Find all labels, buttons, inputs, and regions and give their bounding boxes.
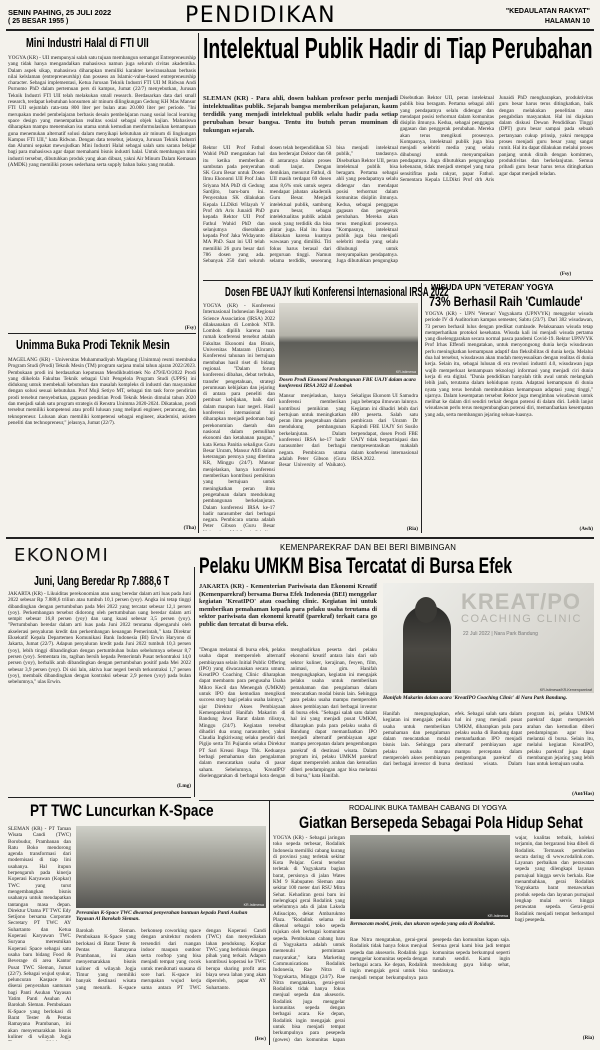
photo-brand-text: KREAT/PO: [461, 589, 582, 614]
photo-credit: KR-Istimewa/KR-Kemenparekraf: [539, 688, 592, 692]
photo-kspace: [76, 826, 266, 908]
photo-credit: KR-Istimewa: [243, 903, 264, 907]
article-rodalink: [273, 803, 594, 1045]
photo-caption: Bermacam model, jenis, dan ukuran sepeda yang ada di Rodalink.: [350, 921, 496, 927]
byline-code: (Fsy): [560, 271, 572, 277]
article-body-right: wajar, kualitas terbaik, koleksi terjamin, dan bergaransi bisa dibeli di Rodalink. Termasuk pembelian secara daring di www.rodalink.com. Layanan perbaikan dan perawatan sepeda yang dilengkapi layanan purnajual hingga servis berkala. Rae menambahkan, gerai Rodalink Yogyakarta barat menawarkan produk sepeda dan layanan purnajual lengkap mulai servis hingga perawatan sepeda. Gerai-gerai Rodalink menjadi tempat berkumpul bagi pesepeda.: [515, 835, 594, 923]
photo-caption: Peresmian K-Space TWC diwarnai penyerahan bantuan kepada Panti Asuhan Yayasan Al Barokah Sleman.: [76, 910, 248, 923]
col-divider-v: [198, 33, 199, 533]
photo-caption: Hanifah Makarim dalam acara 'KreatIPO Coaching Clinic' di Nara Park Bandung.: [383, 695, 568, 701]
article-body: JAKARTA (KR) - Likuiditas perekonomian atau uang beredar dalam arti luas pada Juni 2022 sebesar Rp 7.888,6 triliun atau tumbuh 10,1 persen (yoy). Angka ini tetap tinggi dibandingkan dengan pertumbuhan pada Mei 2022 yang tercatat sebesar 12,1 persen (yoy). Perkembangan tersebut didorong oleh pertumbuhan uang beredar dalam arti sempit sebesar 16,8 persen (yoy) dan uang kuasi sebesar 3,5 persen (yoy). "Pertumbuhan beredar dalam arti luas pada Juni 2022 terutama dipengaruhi oleh akselerasi penyaluran kredit dan perkembangan keuangan Pemerintah," kata Direktur Eksekutif Kepala Departemen Komunikasi Bank Indonesia (BI) Erwin Haryono di Jakarta, Jumat (22/7). Adapun penyaluran kredit pada Juni 2022 tumbuh 10,3 persen (yoy), lebih tinggi dibandingkan dengan pertumbuhan bulan sebelumnya sebesar 8,7 persen (yoy). Sementara itu, tagihan bersih kepada Pemerintah Pusat terkontraksi 14,0 persen (yoy), berbalik arah dibandingkan dengan pertumbuhan positif pada Mei 2022 sebesar 3,9 persen (yoy). Di sisi lain, aktiva luar negeri bersih terkontraksi 1,7 persen (yoy), membaik dibandingkan dengan kontraksi sebesar 2,9 persen (yoy) pada bulan sebelumnya," ulas Erwin.: [8, 591, 191, 686]
masthead-hijri: ( 25 BESAR 1955 ): [8, 18, 69, 25]
article-body-continued: Rae Nitra mengatakan, gerai-gerai Rodalink tidak hanya fokus menjual sepeda dan aksesoris. Rodalink juga menggelar komunitas sepeda dengan berbagai acara. Ke depan, Rodalink ingin mengajak gerai untuk bisa menjadi tempat berkumpulnya para pesepeda dan komunitas kapan saja. Semua gerai kami bisa jadi tempat komunitas sepeda berkumpul seperti rumah sendiri. Kami ingin mendukung gaya hidup sehat, tandasnya.: [350, 937, 510, 981]
section-rule: [6, 537, 594, 539]
headline: Giatkan Bersepeda Sebagai Pola Hidup Sehat: [299, 813, 583, 832]
article-twc-kspace: [8, 800, 266, 1045]
byline-code: (Tha): [183, 525, 196, 531]
byline-code: (Ant/Has): [572, 791, 594, 797]
headline: Juni, Uang Beredar Rp 7.888,6 T: [34, 573, 170, 588]
section-ekonomi: EKONOMI: [14, 545, 110, 566]
photo-person-head: [415, 597, 437, 623]
col-divider: [8, 333, 196, 334]
article-uang-beredar: [8, 573, 191, 793]
article-lead: JAKARTA (KR) - Kementerian Pariwisata dan Ekonomi Kreatif (Kemenparekraf) bersama Bursa Efek Indonesia (BEI) menggelar kegiatan 'KreatIPO' atau coaching clinic. Kegiatan ini untuk memberikan pemahaman kepada para pelaku usaha terutama di sektor pariwisata dan ekonomi kreatif (parekraf) terkait cara go public dan tercatat di bursa efek.: [199, 583, 377, 628]
article-body: YOGYA (KR) - Konferensi Internasional Indonesian Regional Science Association (IRSA) 2022 dilaksanakan di Lombok NTB. Lombok dipilih karena tuan rumah konferensi tersebut adalah Fakultas Ekonomi dan Bisnis, Universitas Mataram (Unram). Konferensi tahunan ini bertujuan membahas hasil riset di bidang regional. "Dalam forum konferensi dibahas, debat terbuka, transfer pengetahuan, strategi perumusan kebijakan dan jejaring di antara para peneliti dan pembuat kebijakan, baik dari dalam maupun luar negeri. Hasil konferensi internasional ini diharapkan menjadi pedoman bagi perekonomian daerah dan nasional dalam pemulihan ekonomi dan ketahanan pangan," kata Ketua Panitia sekaligus Guru Besar Unram, Mansur Afifi dalam keterangan persnya yang diterima KR, Minggu (24/7). Mansur menjelaskan, hanya konferensi memberikan kontribusi pemikiran yang bertujuan untuk meningkatkan peran ilmu pengetahuan dalam mendukung pembangunan berkelanjutan. Dalam konferensi IRSA ke-17 hadir narasumber dari berbagai negara. Pembicara utama adalah Peter Gibson (Guru Besar: [203, 303, 275, 530]
masthead-date: SENIN PAHING, 25 JULI 2022: [8, 8, 112, 17]
article-body-continued: Barokah Sleman. Pembukaan K-Space yang berlokasi di Barat Tester & Pentas Ramayana Prambanan, ini akan menyemarakkan bisnis kuliner di wilayah Jogja Timur yang memiliki banyak destinasi wisata yang menarik. K-space berkonsep coworking space dengan arsitektur modern tersendiri dari ruangan indoor maupun outdoor serta rooftop yang bisa menjadi tempat yang cocok untuk menikmati suasana di sore hari. K-space ini merupakan wujud kerja sama antara PT TWC dengan Koperasi Candi (TWC) dan menyediakan lahan pendukung. Kopkar TWC yang berbisnis dengan pihak yang terkait. Adapun kontribusi koperasi ke TWC berupa sharing profit atas biaya sewa lahan yang akan diperoleh, papar AY Suhartanto.: [76, 928, 266, 991]
byline-code: (Ria): [406, 526, 418, 532]
article-body-continued: Hanifah mengungkapkan, kegiatan ini mengajak pelaku usaha untuk memberikan pemahaman dan pengalaman dalam mencatatkan modal bisnis lain. Sehingga para pelaku usaha mampu memperoleh akses pembiayaan dari berbagai investor di bursa efek. Sebagai salah satu dalam hal ini yang menjadi pusat UMKM, diharapkan pula para pelaku usaha di Bandung dapat memanfaatkan IPO menjadi alternatif pembiayaan agar mampu percepatan dalam pengembangan parekraf di destinasi wisata. Dalam program ini, pelaku UMKM parekraf dapat memperoleh arahan dan kemudian diberi pendampingan agar bisa melantai di bursa. Selain itu, melalui kegiatan KreatIPO, pelaku parekraf juga dapat membangun jejaring yang lebih luas untuk kemajuan usaha.: [383, 711, 594, 768]
article-body: MAGELANG (KR) - Universitas Muhammadiyah Magelang (Unimma) resmi membuka Program Studi (Prodi) Teknik Mesin (TM) program sarjana mulai tahun ajaran 2022/2023. Pembukaan prodi ini berdasarkan keputusan Mendikbudristek No 479/E/O/2022 Prodi yang diikelola Fakultas Teknik sebagai Unit Pengelola Program Studi (UPPS) ini didukung untuk membekali kebutuhan dan masalah kompleks di industri dan masyarakat dengan solusi sesuai kebutuhan. Prof Muji Setiyo MT, sebagai tim task force pendirian prodi tersebut menyebutkan, gagasan pendirian Prodi Teknik Mesin dimulai tahun 2020 dan menjadi salah satu program strategis di Renstra Unimma 2020-2024. Dikatakan, prodi tersebut memiliki kompetensi atau profil lulusan yang meliputi engineer, perancang, dan teknopreneur. Lulusan akan memiliki kompetensi sebagai engineer, akademisi, asisten peneliti dan technopreneur," jelasnya, Jumat (22/7).: [8, 357, 196, 426]
article-body: YOGYA (KR) - Sebagai jaringan toko sepeda terbesar, Rodalink Indonesia memiliki cabang kurang di provinsi yang terletak sekitar Kota Pelajar. Gerai tersebut terletak di Yogyakarta bagian barat, persisnya di jalan Wates KM 9 Kabupaten Sleman atau sekitar 100 meter dari RSU Mitra Sehat. Kehadiran gerai baru ini melengkapi gerai Rodalink yang sebelumnya ada di jalan Laksda Adisucipto, dekat Ambarukmo Plaza. "Rodalink selama ini dikenal sebagai toko sepeda rujukan oleh berbagai komunitas sepeda. Pembukaan cabang baru di Yogyakarta adalah untuk memenuhi permintaan masyarakat," kata Marketing Communications Rodalink Indonesia, Rae Nitra di Yogyakarta, Minggu (24/7). Rae Nitra mengatakan, gerai-gerai Rodalink tidak hanya fokus menjual sepeda dan aksesoris. Rodalink juga menggelar komunitas sepeda dengan berbagai acara. Ke depan, Rodalink ingin mengajak gerai untuk bisa menjadi tempat berkumpulnya para pesepeda (gowes) dan komunitas kapan: [273, 835, 345, 1043]
article-body-continued: Mansur menjelaskan, hanya konferensi memberikan kontribusi pemikiran yang bertujuan untuk meningkatkan peran ilmu pengetahuan dalam mendukung pembangunan berkelanjutan. Dalam konferensi IRSA ke-17 hadir narasumber dari berbagai negara. Pembicara utama adalah Peter Gibson (Guru Besar University of Waikato). Sekaligus Ekonom UI Samudra juga beberapa ilmuwan lainnya. Kegiatan ini dihadiri lebih dari 400 peserta. Salah satu pembicara dari Unram Dr Kapindi FBE UAJY Sri Susilo berpendapat, dosen Prodi FBE UAJY tidak berpartisipasi dan mempresentasikan makalah dalam konferensi internasional IRSA 2022.: [279, 393, 418, 469]
divider: [8, 797, 191, 798]
headline: 73% Berhasil Raih 'Cumlaude': [429, 293, 583, 309]
headline: Pelaku UMKM Bisa Tercatat di Bursa Efek: [199, 553, 513, 578]
byline-code: (Ria): [582, 1035, 594, 1041]
headline: PT TWC Luncurkan K-Space: [30, 801, 214, 820]
masthead-rule: [6, 29, 594, 31]
article-body: YOGYA (KR) - UPN 'Veteran' Yogyakarta (UPNVYK) menggelar wisuda periode IV di Auditorium kampus semester, Sabtu (23/7). Dari 382 wisudawan, 73 persen berhasil lulus dengan predikat cumlaude. Pelaksanaan wisuda tetap memperhatikan protokol kesehatan. Wisuda kali ini menjadi wisuda pertama yang diselenggarakan secara normal pasca pandemi Covid-19. Rektor UPNVYK Prof Irhas Effendi mengatakan, untuk menyongsong dunia kerja wisudawan perlu meningkatkan kemampuan adaptif dan fleksibilitas di dunia kerja. Melalui dua hal tersebut, wisudawan akan mudah menyesuaikan dengan realitas di dunia kerja. Selain itu, sebagai lulusan di era revolusi industri 4.0, wisudawan juga wajib memperkuat kemampuan teknologi informasi yang menjadi ciri dunia kerja di era digital. "Dunia pendidikan hanyalah titik awal untuk melangkah lebih jauh, terutama dalam kehidupan nyata. Adaptasi kemampuan di dunia nyata yang terus berubah membutuhkan kemampuan adaptasi yang tinggi," ujarnya. Dalam kesempatan tersebut Rektor juga mengimbau wisudawan untuk melihat ke dalam diri sendiri terkait dengan potensi di dalam diri. Lebih lanjut wisudawan perlu terus mengembangkan potensi diri, memanfaatkan kesempatan yang ada, serta membangun jejaring seluas-luasnya.: [425, 311, 593, 418]
photo-irsa-conference: [279, 303, 418, 375]
article-body-continued: Disebutkan Rektor UII, peran intelektual publik bisa beragam. Pertama sebagai ahli yang pendapatnya selalu didengar dan mendapat posisi terhormat dalam komunitas disiplin ilmunya. Kedua, sebagai penggagas gagasan dan penggerak perubahan. Mereka akan terus mengikuti prosesnya. Kompasnya, intelektual publik juga bisa menjadi selebriti media yang selalu dihubungi untuk menyampaikan pendapatnya. Juga dibutuhkan pengungkap kebenaran, tidak menjadi stempel yang tuna sensitifitas pada rakyat, papar Fathul. Sementara Kepala LLDikti Prof drh Aris Junaidi PhD mengharapkan, produktivitas guru besar harus terus ditingkatkan, baik dengan melakukan penelitian atau pengabdian masyarakat. Hal ini diajukan dalam diskusi Dewan Pendidikan Tinggi (DPT) guru besar sampai pada sebuah pertanyaan cukup prinsip, yakni mengapa proses menjadi guru besar yang sangat rumit. Hal itu dapat dilakukan melalui proses panjang untuk diraih dengan komitmen, produktivitas dan berkelanjutan. Semua pribadi guru besar harus terus ditingkatkan agar dapat menjadi teladan.: [400, 95, 593, 183]
article-fti-uii: [8, 33, 196, 333]
article-dosen-fbe: [203, 283, 449, 535]
article-body: YOGYA (KR) - UII mempunyai salah satu tujuan membangun semangat Entrepreneurship yang tidak hanya mengandalkan mahasiswa namun juga seluruh civitas akademika. Dalam aspek sikap, mahasiswa diharapkan memiliki karakter kewirausahaan berbasis nilai kelslaman (entrepreneurship) dan possess an Islamic-value-based entrepreneurship character. Sebagai implementasi, Ketua Jurusan Teknik Industri FTI UII M Ridwan Andi Purnomo PhD dalam pertemuan pers di kampus, Jumat (22/7) menyebutkan, Jurusan Teknik Industri FTI UII telah melakukan small research. Berdasarkan data dari small research, terdapat kebutuhan konsumen air minum dilingkungan Gedung KH Mas Mansur FTI UII sejumlah rata-rata 800 liter per bulan atau 20.000 liter per periode. "Ini merupakan model pembelajaran berbasis desain pembelajaran ruang sosial local learning space design yang menempatkan realitas sosial sebagai objek kajian. Mahasiswa diharapkan mampu menemukan isu utama untuk kemudian menformulasikan kemampuan guna menemukan alternatif solusi dalam menyikapi kebutuhan air minum di lingkungan Kampus FTI UII," kata Ridwan. Dengan data tersebut, jelasnya, Jurusan Teknik Industri dan Alumni sepakat mewujudkan Mini Industri Halal sebagai salah satu sarana belajar bagi para mahasiswa agar dapat memahami bisnis industri halal. Untuk membangun mini industri tersebut, dibutuhkan produk yang akan dibuat, yakni Air Minum Dalam Kemasan (AMDK) yang memiliki proses sederhana serta supply bahan baku yang mudah.: [8, 55, 196, 169]
kicker: WISUDA UPN 'VETERAN' YOGYA: [431, 283, 554, 292]
col-divider-v: [421, 283, 422, 533]
masthead-paper: "KEDAULATAN RAKYAT": [505, 8, 590, 15]
article-lead: SLEMAN (KR) - Para ahli, dosen bahkan profesor perlu menjadi intelektualitas publik. Sejarah bangsa memberikan pelajaran, kaum terdidik yang menjadi intelektual publik selalu hadir pada setiap perubahan besar bangsa. Tentu itu butuh peran muminan di tukungan sejarah.: [203, 95, 398, 134]
byline-code: (Awh): [579, 526, 593, 532]
headline: Intelektual Publik Hadir di Tiap Perubahan: [203, 33, 593, 65]
photo-sub-text: COACHING CLINIC: [461, 613, 582, 625]
byline-code: (Isw): [254, 1036, 266, 1042]
byline-code: (Lmg): [177, 783, 191, 789]
headline: Mini Industri Halal di FTI UII: [26, 35, 149, 50]
photo-kreatipo: [383, 583, 594, 693]
photo-rodalink-bikes: [350, 835, 510, 919]
article-wisuda-upn: [425, 283, 593, 535]
divider: [203, 280, 593, 281]
photo-credit: KR-istimewa: [395, 370, 416, 374]
photo-caption: Dosen Prodi Ekonomi Pembangunan FBE UAJY dalam acara konferensi IRSA 2022 di Lombok: [279, 377, 416, 390]
article-body: Rektor UII Prof Fathul Wahid PhD mengatakan hal itu ketika memberikan sambutan pada penyerahan SK Guru Besar untuk Dosen Ilmu Ekonomi UII Prof Jaka Sriyana MA PhD di Gedung Sardjito, baru-baru ini. Penyerahan SK dilakukan Kepala LLDikti Wilayah V Prof drh Aris Junaidi PhD kepada Rektor UII Prof Fathul Wahid PhD dan selanjutnya diserahkan kepada Prof Jaka Widayanto MA PhD. Saat ini UII telah memiliki 26 guru besar dari 786 dosen yang ada. Sebanyak 250 dari seluruh dosen telah berpendidikan S3 dan berderajat Doktor dan 68 di antaranya dalam proses studi lanjut. Dengan demikian, menurut Fathul, di UII masih terdapat 69 dosen atau 8,6% stok untuk segera mendapat jabatan akademik Guru Besar. Menjadi intelektual publik, sambung guru besar, sebagai intelektualitas publik adalah sosok yang terdidik dia bisa pintar juga. Hal itu biasa dilakukan karena kuatnya wawasan yang dimiliki. Titi fokus harus berasal dari perguruan tinggi. Namun selama terdidik, seseorang bisa menjadi intelektual publik," tandasnya. Disebutkan Rektor UII, peran intelektual publik bisa beragam. Pertama sebagai ahli yang pendapatnya selalu didengar dan mendapat posisi terhormat dalam komunitas disiplin ilmunya. Kedua, sebagai penggagas gagasan dan penggerak perubahan. Mereka akan terus mengikuti prosesnya. "Kompasnya, intelektual publik juga bisa menjadi selebriti media yang selalu dihubungi untuk menyampaikan pendapatnya. Juga dibutuhkan pengungkap: [203, 145, 398, 265]
headline: Dosen FBE UAJY Ikuti Konferensi Internasional IRSA 2022: [225, 284, 449, 299]
article-body: SLEMAN (KR) - PT Taman Wisata Candi (TWC) Borobudur, Prambanan dan Ratu Boko mendorong agenda transformasi dari modernisasi di tiap lini usahanya. Hal itupun berpengaruh pada kinerja Koperasi Karyawan (Kopkar) TWC yang turut mengembangkan bisnis usahanya untuk mendapatkan tantangan masa depan. Direktur Utama PT TWC Edy Setijono bersama Corporate Secretary PT TWC AY Suhartanto dan Ketua Koperasi Karyawan TWC Suryana meresmikan Koperasi Space sebagai satu usaha baru bidang Food & Beverage di area Kantor Pusat TWC Sleman, Jumat (22/7). Sebagai wujud syukur, peluncuran Kaspace ini diserai penyerahan santunan bagi Panti Asuhan Yayasan Yatim Panti Asuhan Al Barokah Sleman. Pembukaan K-Space yang berlokasi di Barat Tester & Pentas Ramayana Prambanan, ini akan menyemarakkan bisnis kuliner di wilayah Jogja: [8, 826, 71, 1040]
col-divider-v: [269, 800, 270, 1045]
masthead-page: HALAMAN 10: [544, 18, 590, 25]
article-pelaku-umkm: [199, 553, 594, 798]
kicker-kemenparekraf: KEMENPAREKRAF DAN BEI BERI BIMBINGAN: [280, 543, 457, 552]
col-divider-v: [194, 567, 195, 797]
section-title: PENDIDIKAN: [185, 3, 337, 28]
photo-date-text: 22 Juli 2022 | Nara Park Bandung: [463, 631, 538, 637]
byline-code: (Fsy): [184, 325, 196, 331]
photo-credit: KR-Istimewa: [487, 914, 508, 918]
article-unimma: [8, 335, 196, 535]
article-body: "Dengan melantai di bursa efek, pelaku usaha dapat memperoleh alternatif pembiayaan selain Initial Public Offering (IPO) yang diwacanakan secara umum. KreatIPO Coaching Clinic diharapkan dapat membantu para pengusaha Usaha Mikro Kecil dan Menengah (UMKM) untuk IPO dan kemudian mengikuti success story bagi pelaku usaha lainnya," ujar Direktur Akses Pembiayaan Kemenparekraf Hanifah Makarim di Bandung Jawa Barat dalam rilisnya, Minggu (24/7). Kegiatan tersebut dihadiri dua orang narasumber, yakni Claudia Ingkiriwang selaku pendiri dari Pigijo serta Tri Pujiantio selaku Direktur PT Sari Kreasi Boga Tbk. Keduanya berbagi pemahaman dan pengalaman dalam mencatatkan usaha di pasar saham. Sebelumnya, 'KreatIPO' diselenggarakan di berbagai kota dengan menghadirkan peserta dari pelaku ekonomi kreatif antara lain dari sub sektor kuliner, kerajinan, fesyen, film, animasi, dan gim. Hanifah mengungkapkan, kegiatan ini mengajak pelaku usaha untuk memberikan pemahaman dan pengalaman dalam mencatatkan modal bisnis lain. Sehingga para pelaku usaha mampu memperoleh akses pembiayaan dari berbagai investor di bursa efek. "Sebagai salah satu dalam hal ini yang menjadi pusat UMKM, diharapkan pula para pelaku usaha di Bandung dapat memanfaatkan IPO menjadi alternatif pembiayaan agar mampu percepatan dalam pengembangan parekraf di destinasi wisata. Dalam program ini, pelaku UMKM parekraf dapat memperoleh arahan dan kemudian diberi pendampingan agar bisa melantai di bursa," kata Hanifah.: [199, 647, 377, 779]
kicker: RODALINK BUKA TAMBAH CABANG DI YOGYA: [349, 803, 507, 812]
headline: Unimma Buka Prodi Teknik Mesin: [16, 337, 170, 352]
